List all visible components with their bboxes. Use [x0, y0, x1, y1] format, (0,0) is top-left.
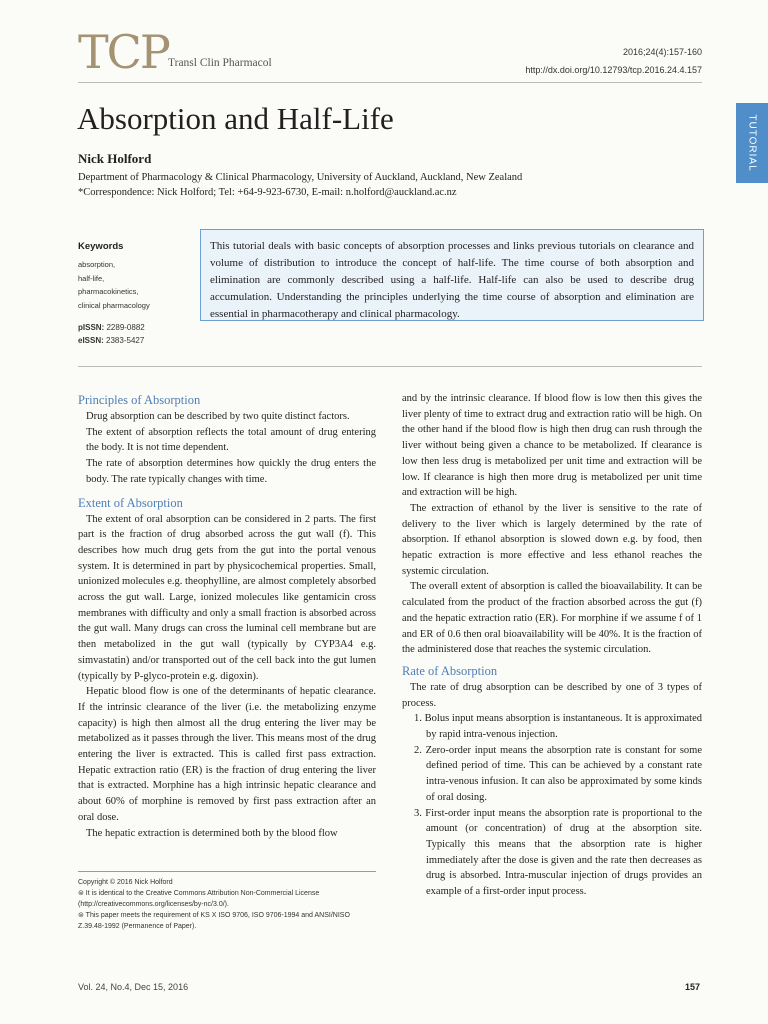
section-tab [736, 103, 768, 183]
keyword: clinical pharmacology [78, 300, 150, 310]
department: Department of Pharmacology & Clinical Pharmacology, University of Auckland, Auckland, New Zealand [78, 172, 523, 183]
keywords-heading: Keywords [78, 241, 124, 252]
journal-name: Transl Clin Pharmacol [168, 57, 272, 69]
paragraph: The rate of drug absorption can be described by one of 3 types of process. [402, 681, 702, 709]
keyword: absorption, [78, 260, 116, 269]
process-list [402, 711, 702, 899]
citation: 2016;24(4):157-160 [622, 47, 702, 57]
citation-block [525, 43, 702, 79]
list-item: 1. Bolus input means absorption is instantaneous. It is approximated by rapid intra-venous injection. [414, 713, 702, 741]
doi-link[interactable]: http://dx.doi.org/10.12793/tcp.2016.24.4.157 [525, 65, 702, 75]
keyword: pharmacokinetics, [78, 287, 139, 296]
paragraph: The overall extent of absorption is called the bioavailability. It can be calculated from the product of the fraction absorbed across the gut (f) and the hepatic extraction ratio (ER). For morphine if we assume f of 1 and ER of 0.6 then oral bioavailability will be 40%. It is the fraction of the administered dose that reaches the systemic circulation. [402, 581, 702, 656]
paper-standard-line: ⊜ This paper meets the requirement of KS X ISO 9706, ISO 9706-1994 and ANSI/NISO Z.39.48-1992 (Permanence of Paper). [78, 912, 350, 930]
left-column [78, 391, 376, 841]
section-heading: Principles of Absorption [78, 393, 201, 407]
copyright-line: Copyright © 2016 Nick Holford [78, 879, 173, 886]
page-number: 157 [685, 982, 701, 992]
paragraph: The rate of absorption determines how quickly the drug enters the body. The rate typically changes with time. [86, 458, 376, 485]
article-title: Absorption and Half-Life [77, 101, 394, 136]
keyword: half-life, [78, 273, 105, 283]
issn-block [78, 321, 145, 347]
list-item: 3. First-order input means the absorption rate is proportional to the amount (or concentration) of drug at the absorption site. Typically this means that the absorption rate is higher immediately after the dose is given and the rate then decreases as drug is absorbed. Intra-muscular injection of drugs provides an example of a first-order input process. [414, 807, 702, 898]
eissn-value: 2383-5427 [106, 336, 145, 345]
footnote-divider [78, 871, 376, 872]
section-tab-label: TUTORIAL [746, 114, 758, 172]
correspondence: *Correspondence: Nick Holford; Tel: +64-9-923-6730, E-mail: n.holford@auckland.ac.nz [78, 187, 457, 198]
paragraph: Drug absorption can be described by two quite distinct factors. [86, 411, 350, 422]
pissn-label: pISSN: [78, 323, 105, 332]
license-line: ⊜ It is identical to the Creative Commons Attribution Non-Commercial License (http://creativecommons.org/licenses/by-nc/3.0/). [78, 890, 320, 908]
paragraph: and by the intrinsic clearance. If blood flow is low then this gives the liver plenty of time to extract drug and extraction ratio will be high. On the other hand if the blood flow is high then drug can rush through the liver without being given a chance to be metabolized. If clearance is low then less drug is metabolized per unit time and extraction will be low. If clearance is high then more drug is metabolized per unit time and extraction will be high. [402, 393, 702, 499]
right-column [402, 391, 702, 900]
affiliation [78, 170, 522, 200]
journal-logo: TCP [78, 25, 169, 79]
paragraph: The extent of absorption reflects the total amount of drug entering the body. It is not time dependent. [86, 426, 376, 454]
list-item: 2. Zero-order input means the absorption rate is constant for some defined period of time. This can be achieved by a constant rate intra-venous infusion. It can also be approximated by some kinds of oral dosing. [414, 744, 702, 803]
paragraph: Hepatic blood flow is one of the determinants of hepatic clearance. If the intrinsic clearance of the liver (i.e. the metabolizing enzyme capacity) is high then almost all the drug entering the liver may be metabolized as it passes through the liver. This means most of the drug entering the liver is extracted. This is called first pass extraction. Hepatic extraction ratio (ER) is the fraction of drug entering the liver that is extracted. Morphine has a high intrinsic hepatic clearance and about 60% of morphine is removed by first pass extraction after an oral dose. [78, 686, 376, 823]
paragraph: The extent of oral absorption can be considered in 2 parts. The first part is the fraction of drug absorbed across the gut wall (f). This describes how much drug gets from the gut into the portal venous system. It is determined in part by physicochemical properties. Small, unionized molecules e.g. theophylline, are almost completely absorbed across the gut wall. Large, ionized molecules like gentamicin cross membranes with difficulty and only a small fraction is absorbed across the gut wall. Many drugs can cross the luminal cell membrane but are then metabolized in the gut wall (typically by CYP3A4 e.g. simvastatin) and/or transported out of the cell back into the gut lumen (typically by P-glyco-protein e.g. digoxin). [78, 513, 376, 682]
issue-info: Vol. 24, No.4, Dec 15, 2016 [78, 982, 189, 992]
eissn-label: eISSN: [78, 336, 104, 345]
paragraph: The hepatic extraction is determined both by the blood flow [86, 827, 338, 839]
copyright-block [78, 877, 376, 932]
pissn-value: 2289-0882 [106, 323, 145, 332]
author-name: Nick Holford [78, 151, 152, 166]
section-heading: Extent of Absorption [78, 495, 183, 510]
abstract-box: This tutorial deals with basic concepts of absorption processes and links previous tutorials on clearance and volume of distribution to introduce the concept of half-life. The time course of both absorption and elimination are commonly described using a half-life. Half-life can also be used to describe drug accumulation. Understanding the principles underlying the time course of absorption and elimination are essential in pharmacotherapy and clinical pharmacology. [200, 229, 704, 321]
keywords-list [78, 258, 150, 312]
paragraph: The extraction of ethanol by the liver is sensitive to the rate of delivery to the liver which is largely determined by the rate of absorption. If ethanol absorption is slowed down e.g. by food, then hepatic extraction is more effective and less ethanol reaches the systemic circulation. [402, 502, 702, 577]
abstract-divider [78, 366, 702, 367]
section-heading: Rate of Absorption [402, 663, 498, 678]
header-divider [78, 82, 702, 83]
